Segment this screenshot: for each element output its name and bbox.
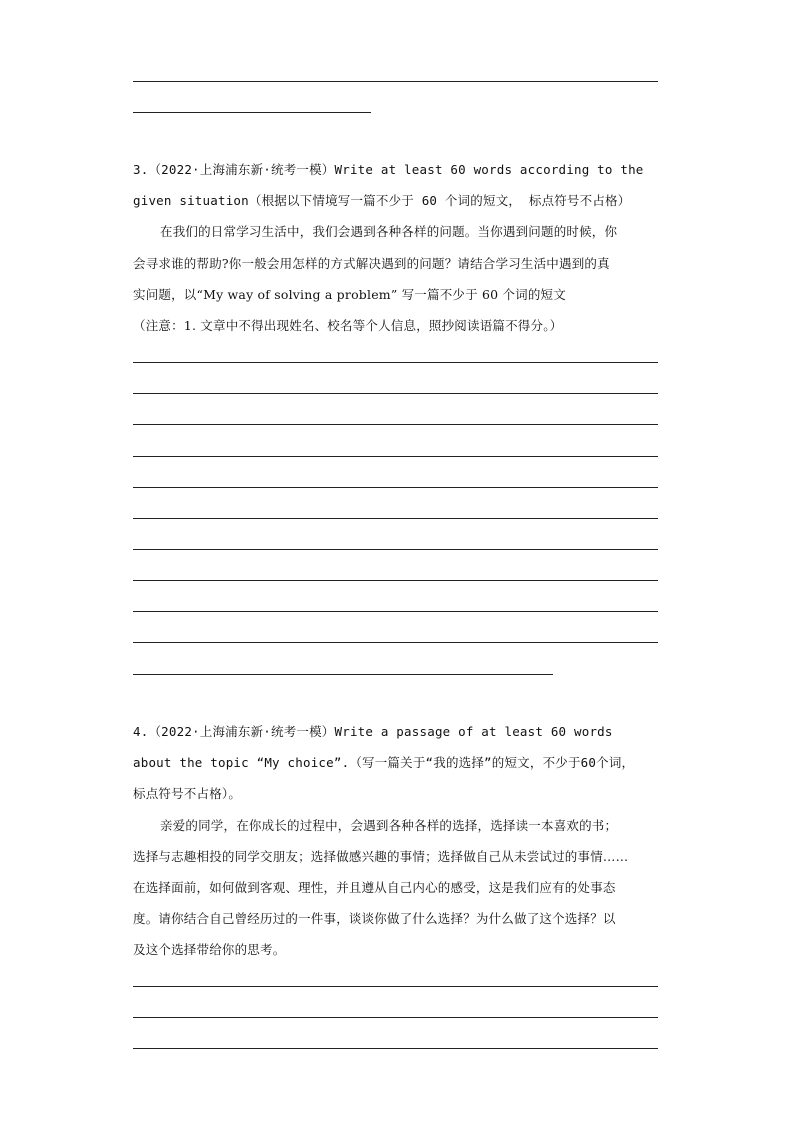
writing-line — [133, 362, 658, 363]
q3-prompt-line-3: 在我们的日常学习生活中，我们会遇到各种各样的问题。当你遇到问题的时候，你 — [160, 224, 618, 239]
q4-prompt-line-5: 选择与志趣相投的同学交朋友；选择做感兴趣的事情；选择做自己从未尝试过的事情…… — [133, 849, 629, 864]
answer-line — [133, 112, 371, 113]
writing-line — [133, 580, 658, 581]
q4-prompt-line-4: 亲爱的同学，在你成长的过程中，会遇到各种各样的选择，选择读一本喜欢的书； — [160, 818, 618, 833]
q3-prompt-line-4: 会寻求谁的帮助?你一般会用怎样的方式解决遇到的问题？请结合学习生活中遇到的真 — [133, 256, 610, 271]
answer-line — [133, 81, 658, 82]
q3-prompt-line-1: 3.（2022·上海浦东新·统考一模）Write at least 60 words according to the — [133, 162, 644, 177]
writing-line — [133, 456, 658, 457]
q4-prompt-line-1: 4.（2022·上海浦东新·统考一模）Write a passage of at least 60 words — [133, 724, 613, 739]
q4-prompt-line-7: 度。请你结合自己曾经历过的一件事，谈谈你做了什么选择？为什么做了这个选择？以 — [133, 911, 616, 926]
writing-line — [133, 1048, 658, 1049]
q4-prompt-line-8: 及这个选择带给你的思考。 — [133, 942, 286, 957]
writing-line — [133, 674, 553, 675]
writing-line — [133, 642, 658, 643]
writing-line — [133, 986, 658, 987]
writing-line — [133, 393, 658, 394]
q4-prompt-line-2: about the topic “My choice”.（写一篇关于“我的选择”的短文，不少于60个词， — [133, 755, 635, 770]
writing-line — [133, 611, 658, 612]
q4-prompt-line-6: 在选择面前，如何做到客观、理性，并且遵从自己内心的感受，这是我们应有的处事态 — [133, 880, 616, 895]
writing-line — [133, 549, 658, 550]
writing-line — [133, 1017, 658, 1018]
writing-line — [133, 518, 658, 519]
writing-line — [133, 487, 658, 488]
q4-prompt-line-3: 标点符号不占格）。 — [133, 786, 242, 801]
q3-prompt-line-5: 实问题，以“My way of solving a problem” 写一篇不少于 60 个词的短文 — [133, 287, 566, 302]
writing-line — [133, 424, 658, 425]
q3-note-line: （注意：1. 文章中不得出现姓名、校名等个人信息，照抄阅读语篇不得分。） — [133, 318, 563, 333]
q3-prompt-line-2: given situation（根据以下情境写一篇不少于 60 个词的短文， 标点符号不占格） — [133, 193, 631, 208]
